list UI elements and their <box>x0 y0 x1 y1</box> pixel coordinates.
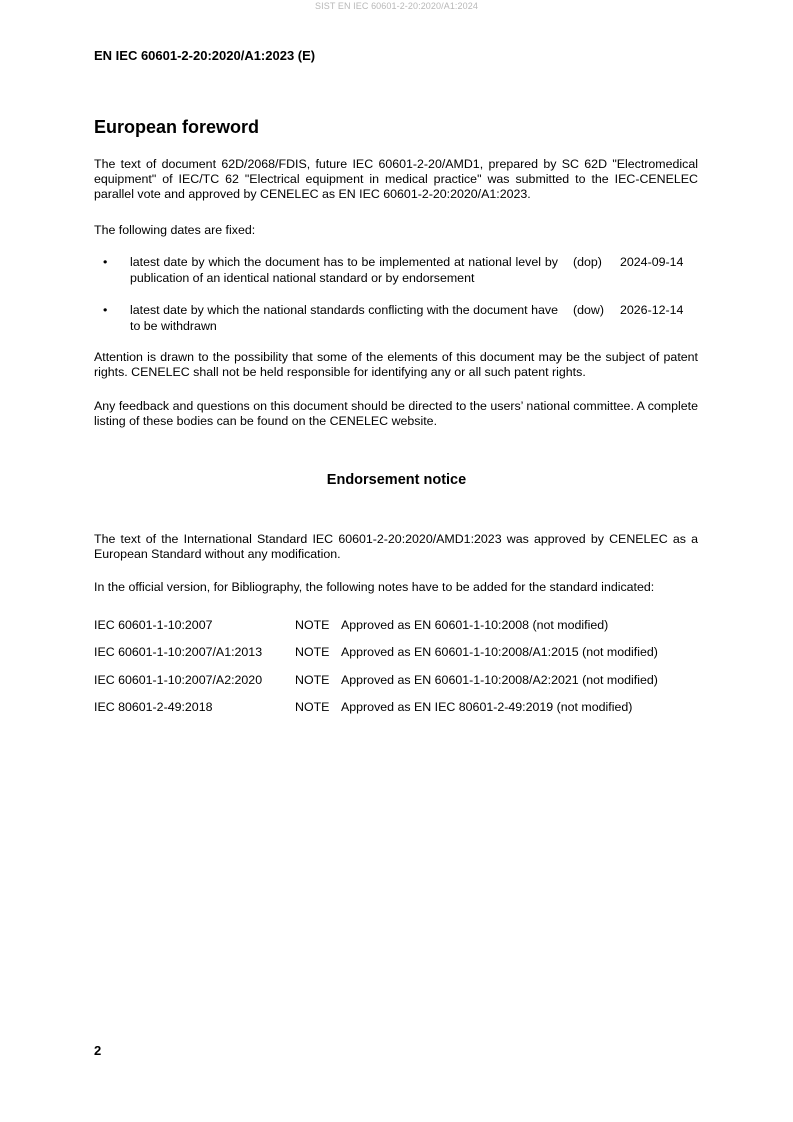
standard-note-label: NOTE <box>295 618 330 632</box>
standard-note-label: NOTE <box>295 673 330 687</box>
standard-ref: IEC 60601-1-10:2007 <box>94 618 213 632</box>
standard-note-text: Approved as EN IEC 80601-2-49:2019 (not modified) <box>341 700 633 714</box>
standard-note-text: Approved as EN 60601-1-10:2008/A1:2015 (not modified) <box>341 645 658 659</box>
date-item-text: latest date by which the document has to be implemented at national level by publication of an identical national standard or by endorsement <box>130 255 558 285</box>
bibliography-note: In the official version, for Bibliography, the following notes have to be added for the standard indicated: <box>94 580 655 594</box>
foreword-title: European foreword <box>94 117 260 137</box>
bullet-icon: • <box>103 255 108 269</box>
date-item-dow <box>94 302 698 334</box>
date-item-dop <box>94 254 698 286</box>
standard-row <box>94 617 698 633</box>
standard-ref: IEC 60601-1-10:2007/A1:2013 <box>94 645 263 659</box>
date-item-date: 2026-12-14 <box>620 303 684 317</box>
watermark: SIST EN IEC 60601-2-20:2020/A1:2024 <box>315 1 478 11</box>
dates-intro: The following dates are fixed: <box>94 223 256 237</box>
standard-ref: IEC 60601-1-10:2007/A2:2020 <box>94 673 263 687</box>
standard-note-text: Approved as EN 60601-1-10:2008 (not modified) <box>341 618 609 632</box>
bullet-icon: • <box>103 303 108 317</box>
standard-note-label: NOTE <box>295 700 330 714</box>
standard-row <box>94 672 698 688</box>
standard-note-label: NOTE <box>295 645 330 659</box>
standard-ref: IEC 80601-2-49:2018 <box>94 700 213 714</box>
endorsement-title: Endorsement notice <box>326 472 467 488</box>
date-item-text: latest date by which the national standards conflicting with the document have to be withdrawn <box>130 303 558 333</box>
patent-paragraph: Attention is drawn to the possibility that some of the elements of this document may be the subject of patent rights. CENELEC shall not be held responsible for identifying any or all such patent rights. <box>94 350 698 379</box>
endorsement-text: The text of the International Standard IEC 60601-2-20:2020/AMD1:2023 was approved by CENELEC as a European Standard without any modification. <box>94 532 698 561</box>
standard-row <box>94 644 698 660</box>
standard-row <box>94 699 698 715</box>
document-identifier: EN IEC 60601-2-20:2020/A1:2023 (E) <box>94 48 316 63</box>
feedback-paragraph: Any feedback and questions on this document should be directed to the users’ national committee. A complete listing of these bodies can be found on the CENELEC website. <box>94 399 698 428</box>
standard-note-text: Approved as EN 60601-1-10:2008/A2:2021 (not modified) <box>341 673 658 687</box>
date-item-code: (dow) <box>573 303 604 317</box>
foreword-intro: The text of document 62D/2068/FDIS, future IEC 60601-2-20/AMD1, prepared by SC 62D "Electromedical equipment" of IEC/TC 62 "Electrical equipment in medical practice" was submitted to the IEC-CENELEC parallel vote and approved by CENELEC as EN IEC 60601-2-20:2020/A1:2023. <box>94 157 698 201</box>
page-number: 2 <box>94 1043 102 1058</box>
date-item-code: (dop) <box>573 255 602 269</box>
date-item-date: 2024-09-14 <box>620 255 684 269</box>
